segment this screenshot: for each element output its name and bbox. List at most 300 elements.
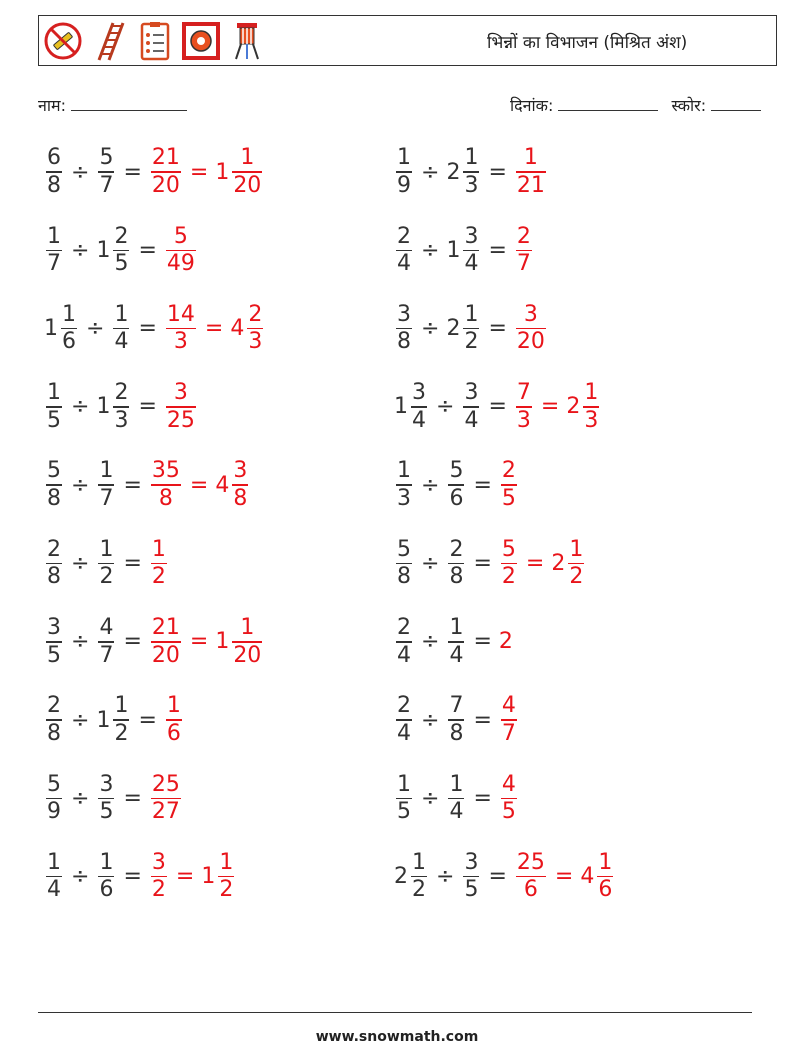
divisor-numerator: 1	[99, 458, 114, 484]
dividend-numerator: 1	[47, 849, 61, 875]
answer	[149, 145, 264, 199]
answer	[499, 772, 519, 826]
divisor-whole: 1	[96, 707, 111, 733]
equals-sign: =	[473, 551, 492, 576]
answer-mixed-fraction	[568, 537, 584, 591]
date-label: दिनांक:	[510, 96, 554, 115]
answer-numerator: 1	[523, 145, 538, 171]
answer-fraction	[151, 850, 167, 904]
divisor-numerator: 1	[449, 615, 464, 640]
divide-sign: ÷	[421, 785, 440, 811]
answer-mixed-fraction	[218, 850, 234, 904]
footer-divider	[38, 1012, 752, 1013]
divisor-fraction	[98, 145, 114, 199]
problem	[44, 534, 169, 594]
answer-whole: 2	[498, 629, 513, 655]
answer-denominator: 3	[516, 407, 531, 433]
divisor-whole: 2	[446, 159, 461, 185]
equals-sign: =	[488, 159, 507, 185]
dividend-denominator: 9	[397, 172, 411, 198]
divisor-numerator: 1	[114, 693, 129, 719]
dividend-fraction	[46, 693, 62, 747]
dividend-denominator: 4	[397, 642, 411, 668]
divisor-fraction	[98, 458, 114, 512]
dividend-numerator: 1	[397, 771, 411, 797]
answer-mixed-denominator: 20	[233, 642, 262, 668]
equals-sign: =	[123, 472, 142, 498]
dividend-numerator: 3	[47, 615, 61, 640]
problem	[44, 847, 236, 907]
answer-mixed-whole: 4	[230, 316, 245, 342]
answer-denominator: 8	[158, 485, 173, 511]
divisor-numerator: 7	[449, 693, 464, 719]
answer-numerator: 4	[501, 771, 516, 797]
divisor-numerator: 1	[464, 145, 479, 171]
dividend-numerator: 2	[47, 693, 61, 719]
divisor-fraction	[98, 615, 114, 669]
answer	[514, 224, 534, 278]
answer	[514, 302, 548, 356]
divisor-fraction	[463, 145, 479, 199]
divisor-fraction	[448, 772, 464, 826]
divisor-fraction	[113, 302, 129, 356]
equals-sign: =	[488, 316, 507, 342]
divisor-numerator: 1	[99, 849, 114, 875]
dividend-whole: 1	[44, 316, 58, 342]
problem	[394, 220, 534, 280]
answer-equals-sign: =	[540, 394, 560, 420]
divide-sign: ÷	[71, 472, 90, 498]
dividend-fraction	[411, 850, 427, 904]
divisor-numerator: 3	[464, 849, 479, 875]
answer-mixed-numerator: 1	[569, 536, 584, 562]
divisor-fraction	[463, 850, 479, 904]
problem	[394, 299, 548, 359]
dividend-fraction	[46, 850, 62, 904]
answer-fraction	[151, 615, 181, 669]
answer	[499, 693, 519, 747]
divisor-numerator: 1	[114, 301, 129, 327]
problem	[44, 377, 198, 437]
answer-numerator: 14	[166, 301, 195, 327]
dividend-numerator: 1	[412, 849, 426, 875]
divisor-fraction	[98, 850, 114, 904]
divisor-whole: 1	[446, 237, 461, 263]
equals-sign: =	[473, 785, 492, 811]
problem	[44, 220, 198, 280]
answer-denominator: 49	[166, 251, 195, 277]
answer-mixed-denominator: 8	[233, 485, 248, 511]
dividend-denominator: 4	[412, 407, 426, 433]
problem	[394, 377, 601, 437]
ladder-icon	[89, 20, 129, 62]
answer	[514, 850, 615, 904]
dividend-denominator: 5	[397, 799, 411, 825]
dividend-numerator: 1	[397, 145, 411, 171]
dividend-denominator: 8	[397, 564, 411, 590]
answer-fraction	[501, 693, 517, 747]
answer-numerator: 3	[523, 301, 538, 327]
answer-numerator: 2	[516, 223, 531, 249]
answer-numerator: 5	[501, 536, 516, 562]
divisor-numerator: 3	[464, 380, 479, 406]
problem	[44, 768, 183, 828]
divisor-numerator: 1	[449, 771, 464, 797]
answer-numerator: 25	[516, 849, 545, 875]
dividend-denominator: 8	[47, 564, 61, 590]
answer	[499, 537, 586, 591]
answer-fraction	[501, 458, 517, 512]
dividend-numerator: 2	[397, 615, 411, 640]
equals-sign: =	[473, 707, 492, 733]
divisor-fraction	[448, 537, 464, 591]
answer-numerator: 21	[151, 615, 180, 640]
answer-mixed-fraction	[247, 302, 263, 356]
divisor-denominator: 8	[449, 564, 464, 590]
answer-fraction	[166, 693, 182, 747]
answer	[149, 458, 250, 512]
dividend-fraction	[396, 145, 412, 199]
divide-sign: ÷	[71, 159, 90, 185]
equals-sign: =	[123, 551, 142, 576]
dividend-fraction	[396, 693, 412, 747]
divide-sign: ÷	[436, 864, 455, 890]
answer-fraction	[166, 380, 196, 434]
answer-mixed-fraction	[597, 850, 613, 904]
dividend-fraction	[46, 224, 62, 278]
name-label: नाम:	[38, 96, 66, 115]
divisor-denominator: 2	[99, 564, 114, 590]
equals-sign: =	[473, 472, 492, 498]
answer-mixed-denominator: 6	[598, 877, 613, 903]
divisor-whole: 1	[96, 394, 111, 420]
divide-sign: ÷	[421, 472, 440, 498]
divisor-fraction	[463, 302, 479, 356]
answer	[514, 145, 548, 199]
answer-fraction	[516, 302, 546, 356]
answer-mixed-whole: 2	[566, 394, 581, 420]
answer-denominator: 5	[501, 799, 516, 825]
dividend-denominator: 5	[47, 642, 61, 668]
answer-mixed-numerator: 1	[240, 145, 255, 171]
answer-fraction	[166, 302, 196, 356]
dividend-numerator: 2	[47, 536, 61, 562]
divisor-denominator: 7	[99, 172, 114, 198]
checklist-icon	[135, 20, 175, 62]
answer	[499, 458, 519, 512]
answer-numerator: 4	[501, 693, 516, 719]
answer-mixed-numerator: 2	[248, 301, 263, 327]
answer-mixed-numerator: 1	[598, 849, 613, 875]
divisor-denominator: 4	[114, 329, 129, 355]
divide-sign: ÷	[71, 707, 90, 733]
problem	[394, 847, 615, 907]
problem	[44, 142, 264, 202]
dividend-denominator: 6	[62, 329, 76, 355]
answer	[149, 537, 169, 591]
dividend-fraction	[396, 772, 412, 826]
answer-mixed-whole: 4	[215, 472, 230, 498]
answer	[149, 850, 236, 904]
dividend-fraction	[411, 380, 427, 434]
dividend-numerator: 3	[397, 301, 411, 327]
answer-numerator: 1	[166, 693, 181, 719]
answer-fraction	[151, 772, 181, 826]
divisor-fraction	[98, 772, 114, 826]
dividend-fraction	[396, 458, 412, 512]
dividend-numerator: 5	[47, 771, 61, 797]
dividend-fraction	[46, 145, 62, 199]
divide-sign: ÷	[71, 237, 90, 263]
dividend-denominator: 4	[397, 251, 411, 277]
dividend-denominator: 8	[47, 485, 61, 511]
no-pencil-icon	[43, 20, 83, 62]
dividend-numerator: 5	[397, 536, 411, 562]
answer-mixed-fraction	[583, 380, 599, 434]
answer-equals-sign: =	[189, 629, 209, 655]
lamp-icon	[227, 20, 267, 62]
answer-denominator: 25	[166, 407, 195, 433]
divisor-fraction	[113, 380, 129, 434]
answer-fraction	[151, 537, 167, 591]
dividend-fraction	[61, 302, 77, 356]
divisor-denominator: 4	[449, 642, 464, 668]
answer	[499, 629, 514, 654]
answer-denominator: 5	[501, 485, 516, 511]
divide-sign: ÷	[86, 316, 105, 342]
answer-mixed-numerator: 1	[240, 615, 255, 640]
dividend-whole: 1	[394, 394, 408, 420]
header-icons	[43, 20, 267, 62]
divisor-numerator: 2	[114, 223, 129, 249]
problem	[394, 768, 519, 828]
divisor-denominator: 6	[99, 877, 114, 903]
answer-fraction	[501, 537, 517, 591]
answer-mixed-numerator: 1	[219, 849, 234, 875]
answer	[514, 380, 601, 434]
answer	[149, 772, 183, 826]
divide-sign: ÷	[421, 159, 440, 185]
divide-sign: ÷	[71, 785, 90, 811]
divisor-numerator: 2	[114, 380, 129, 406]
score-blank[interactable]	[711, 96, 761, 111]
answer-denominator: 2	[501, 564, 516, 590]
answer	[164, 693, 184, 747]
divide-sign: ÷	[421, 551, 440, 576]
target-frame-icon	[181, 20, 221, 62]
dividend-denominator: 9	[47, 799, 61, 825]
answer-numerator: 5	[173, 223, 188, 249]
dividend-denominator: 7	[47, 251, 61, 277]
dividend-numerator: 6	[47, 145, 61, 171]
answer-fraction	[501, 772, 517, 826]
divide-sign: ÷	[421, 237, 440, 263]
problem	[394, 690, 519, 750]
answer-mixed-fraction	[232, 145, 262, 199]
dividend-whole: 2	[394, 864, 408, 890]
divisor-denominator: 3	[114, 407, 129, 433]
dividend-numerator: 2	[397, 223, 411, 249]
divisor-fraction	[448, 458, 464, 512]
equals-sign: =	[123, 629, 142, 655]
answer-mixed-numerator: 3	[233, 458, 248, 484]
dividend-numerator: 1	[47, 223, 61, 249]
worksheet-header	[38, 15, 777, 66]
date-blank[interactable]	[558, 96, 658, 111]
dividend-fraction	[46, 615, 62, 669]
divisor-denominator: 6	[449, 485, 464, 511]
dividend-numerator: 1	[47, 380, 61, 406]
answer-denominator: 6	[166, 720, 181, 746]
answer-numerator: 3	[173, 380, 188, 406]
answer-mixed-whole: 4	[580, 864, 595, 890]
answer-fraction	[516, 145, 546, 199]
divisor-denominator: 4	[464, 251, 479, 277]
equals-sign: =	[488, 394, 507, 420]
divisor-denominator: 7	[99, 485, 114, 511]
equals-sign: =	[488, 864, 507, 890]
answer-numerator: 35	[151, 458, 180, 484]
divisor-denominator: 8	[449, 720, 464, 746]
answer-denominator: 20	[151, 172, 180, 198]
answer-numerator: 2	[501, 458, 516, 484]
equals-sign: =	[123, 159, 142, 185]
equals-sign: =	[123, 864, 142, 890]
answer-mixed-denominator: 3	[248, 329, 263, 355]
equals-sign: =	[473, 629, 492, 655]
answer-denominator: 3	[173, 329, 188, 355]
answer-mixed-fraction	[232, 458, 248, 512]
dividend-denominator: 2	[412, 877, 426, 903]
answer-denominator: 20	[516, 329, 545, 355]
divisor-denominator: 5	[99, 799, 114, 825]
divisor-fraction	[98, 537, 114, 591]
problem	[394, 455, 519, 515]
dividend-fraction	[46, 772, 62, 826]
dividend-denominator: 8	[47, 720, 61, 746]
answer	[164, 380, 198, 434]
dividend-denominator: 8	[397, 329, 411, 355]
dividend-numerator: 3	[412, 380, 426, 406]
dividend-fraction	[396, 302, 412, 356]
divisor-denominator: 2	[114, 720, 129, 746]
dividend-numerator: 1	[397, 458, 411, 484]
divisor-denominator: 5	[464, 877, 479, 903]
divide-sign: ÷	[421, 707, 440, 733]
answer-mixed-whole: 1	[215, 159, 230, 185]
divisor-fraction	[463, 380, 479, 434]
answer-mixed-whole: 1	[201, 864, 216, 890]
divisor-numerator: 2	[449, 536, 464, 562]
divide-sign: ÷	[71, 394, 90, 420]
dividend-fraction	[396, 224, 412, 278]
answer-equals-sign: =	[525, 551, 545, 576]
divisor-numerator: 5	[449, 458, 464, 484]
divisor-fraction	[448, 693, 464, 747]
divide-sign: ÷	[436, 394, 455, 420]
dividend-fraction	[46, 537, 62, 591]
dividend-denominator: 4	[397, 720, 411, 746]
answer-equals-sign: =	[189, 159, 209, 185]
answer-mixed-denominator: 2	[569, 564, 584, 590]
dividend-numerator: 5	[47, 458, 61, 484]
answer-mixed-whole: 2	[551, 551, 566, 576]
footer-site: www.snowmath.com	[315, 1029, 479, 1045]
divide-sign: ÷	[421, 316, 440, 342]
divisor-numerator: 5	[99, 145, 114, 171]
answer-numerator: 1	[151, 536, 166, 562]
equals-sign: =	[138, 316, 157, 342]
answer-fraction	[166, 224, 196, 278]
dividend-fraction	[46, 458, 62, 512]
worksheet-title: भिन्नों का विभाजन (मिश्रित अंश)	[487, 33, 688, 53]
answer	[164, 302, 265, 356]
answer-denominator: 2	[151, 564, 166, 590]
divisor-denominator: 7	[99, 642, 114, 668]
divide-sign: ÷	[421, 629, 440, 655]
answer-equals-sign: =	[189, 472, 209, 498]
divisor-numerator: 1	[464, 301, 479, 327]
divisor-whole: 1	[96, 237, 111, 263]
answer-denominator: 20	[151, 642, 180, 668]
name-line	[38, 94, 187, 116]
answer-denominator: 6	[523, 877, 538, 903]
divisor-denominator: 4	[464, 407, 479, 433]
divisor-fraction	[448, 615, 464, 669]
answer-fraction	[516, 224, 532, 278]
answer-mixed-numerator: 1	[584, 380, 599, 406]
score-label: स्कोर:	[671, 96, 707, 115]
divisor-whole: 2	[446, 316, 461, 342]
divisor-denominator: 5	[114, 251, 129, 277]
answer	[149, 615, 264, 669]
answer-equals-sign: =	[554, 864, 574, 890]
answer-fraction	[516, 380, 532, 434]
divide-sign: ÷	[71, 864, 90, 890]
answer-mixed-denominator: 20	[233, 172, 262, 198]
answer-denominator: 21	[516, 172, 545, 198]
answer-equals-sign: =	[204, 316, 224, 342]
divisor-denominator: 3	[464, 172, 479, 198]
problem	[394, 142, 548, 202]
answer-numerator: 7	[516, 380, 531, 406]
divisor-fraction	[113, 693, 129, 747]
equals-sign: =	[138, 707, 157, 733]
problem	[44, 455, 250, 515]
answer-mixed-whole: 1	[215, 629, 230, 655]
dividend-fraction	[396, 615, 412, 669]
answer-fraction	[151, 145, 181, 199]
divisor-numerator: 4	[99, 615, 114, 640]
divide-sign: ÷	[71, 551, 90, 576]
dividend-fraction	[396, 537, 412, 591]
answer-mixed-fraction	[232, 615, 262, 669]
problem	[44, 299, 265, 359]
equals-sign: =	[488, 237, 507, 263]
divisor-fraction	[463, 224, 479, 278]
problem	[394, 612, 514, 672]
divisor-numerator: 3	[464, 223, 479, 249]
divide-sign: ÷	[71, 629, 90, 655]
name-blank[interactable]	[71, 96, 187, 111]
answer-equals-sign: =	[175, 864, 195, 890]
answer-denominator: 7	[516, 251, 531, 277]
equals-sign: =	[138, 394, 157, 420]
dividend-denominator: 3	[397, 485, 411, 511]
dividend-fraction	[46, 380, 62, 434]
answer-denominator: 2	[151, 877, 166, 903]
answer	[164, 224, 198, 278]
